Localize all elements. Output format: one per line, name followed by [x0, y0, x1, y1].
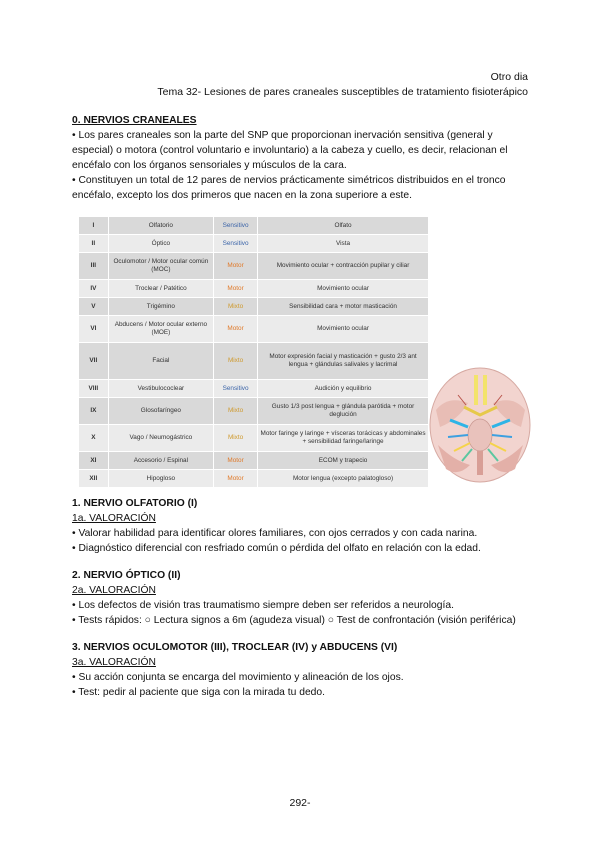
- table-row: [79, 280, 429, 298]
- nerve-name: Facial: [108, 343, 213, 380]
- table-row: [79, 316, 429, 343]
- section-3-item: • Su acción conjunta se encarga del movimiento y alineación de los ojos.: [72, 672, 404, 683]
- nerve-name: Accesorio / Espinal: [108, 452, 213, 470]
- section-0-title: 0. NERVIOS CRANEALES: [72, 115, 197, 126]
- table-row: [79, 398, 429, 425]
- nerve-function: Motor expresión facial y masticación + gusto 2/3 ant lengua + glándulas salivales y lacrimal: [258, 343, 429, 380]
- section-0-paragraph: • Constituyen un total de 12 pares de nervios prácticamente simétricos distribuidos en el tronco encéfalo, excepto los dos primeros que nacen en la zona superiore a este.: [72, 175, 506, 201]
- nerve-number: IV: [79, 280, 109, 298]
- header-topic-title: Tema 32- Lesiones de pares craneales susceptibles de tratamiento fisioterápico: [157, 86, 528, 98]
- cranial-nerves-table: [78, 216, 429, 488]
- nerve-function: Olfato: [258, 217, 429, 235]
- section-2-subtitle: 2a. VALORACIÓN: [72, 585, 156, 596]
- section-1-title: 1. NERVIO OLFATORIO (I): [72, 498, 198, 509]
- nerve-number: VIII: [79, 380, 109, 398]
- nerve-type: Sensitivo: [214, 235, 258, 253]
- nerve-name: Vestibulococlear: [108, 380, 213, 398]
- nerve-type: Sensitivo: [214, 380, 258, 398]
- nerve-function: Gusto 1/3 post lengua + glándula parótida + motor deglución: [258, 398, 429, 425]
- section-1-subtitle: 1a. VALORACIÓN: [72, 513, 156, 524]
- table-row: [79, 470, 429, 488]
- document-body: [72, 113, 532, 700]
- nerve-name: Trigémino: [108, 298, 213, 316]
- nerve-type: Motor: [214, 452, 258, 470]
- nerve-name: Troclear / Patético: [108, 280, 213, 298]
- nerve-function: Vista: [258, 235, 429, 253]
- section-3-title: 3. NERVIOS OCULOMOTOR (III), TROCLEAR (IV) y ABDUCENS (VI): [72, 642, 398, 653]
- nerve-function: Movimiento ocular: [258, 280, 429, 298]
- section-2-item: • Los defectos de visión tras traumatismo siempre deben ser referidos a neurología.: [72, 600, 454, 611]
- nerve-function: Audición y equilibrio: [258, 380, 429, 398]
- nerve-function: Movimiento ocular: [258, 316, 429, 343]
- nerve-name: Hipogloso: [108, 470, 213, 488]
- nerve-name: Vago / Neumogástrico: [108, 425, 213, 452]
- nerve-name: Óptico: [108, 235, 213, 253]
- table-row: [79, 217, 429, 235]
- section-2-title: 2. NERVIO ÓPTICO (II): [72, 570, 181, 581]
- nerve-type: Mixto: [214, 398, 258, 425]
- nerve-name: Olfatorio: [108, 217, 213, 235]
- table-row: [79, 452, 429, 470]
- nerve-number: I: [79, 217, 109, 235]
- nerve-type: Motor: [214, 316, 258, 343]
- brain-base-illustration: [428, 365, 533, 484]
- table-row: [79, 343, 429, 380]
- nerve-number: XII: [79, 470, 109, 488]
- nerve-number: II: [79, 235, 109, 253]
- page-number: 292-: [289, 797, 311, 809]
- nerve-number: IX: [79, 398, 109, 425]
- nerve-function: Motor lengua (excepto palatogloso): [258, 470, 429, 488]
- nerve-type: Motor: [214, 470, 258, 488]
- table-row: [79, 298, 429, 316]
- nerve-number: V: [79, 298, 109, 316]
- section-1-item: • Diagnóstico diferencial con resfriado común o pérdida del olfato en relación con la edad.: [72, 543, 481, 554]
- nerve-number: III: [79, 253, 109, 280]
- nerve-number: VI: [79, 316, 109, 343]
- section-2-item: • Tests rápidos: ○ Lectura signos a 6m (agudeza visual) ○ Test de confrontación (visión periférica): [72, 615, 516, 626]
- cranial-nerves-figure: [72, 216, 532, 484]
- nerve-name: Oculomotor / Motor ocular común (MOC): [108, 253, 213, 280]
- nerve-type: Mixto: [214, 298, 258, 316]
- nerve-function: Motor faringe y laringe + vísceras torácicas y abdominales + sensibilidad faringe/laringe: [258, 425, 429, 452]
- nerve-function: ECOM y trapecio: [258, 452, 429, 470]
- nerve-type: Mixto: [214, 343, 258, 380]
- section-1-item: • Valorar habilidad para identificar olores familiares, con ojos cerrados y con cada narina.: [72, 528, 478, 539]
- nerve-number: XI: [79, 452, 109, 470]
- section-0-paragraph: • Los pares craneales son la parte del SNP que proporcionan inervación sensitiva (general y especial) o motora (control voluntario e involuntario) a la cabeza y cuello, es decir, relacionan el encéfalo con los órganos sensoriales y músculos de la cara.: [72, 130, 508, 171]
- nerve-name: Glosofaríngeo: [108, 398, 213, 425]
- header-note: Otro dia: [490, 71, 528, 83]
- nerve-number: VII: [79, 343, 109, 380]
- nerve-function: Movimiento ocular + contracción pupilar y ciliar: [258, 253, 429, 280]
- section-3-item: • Test: pedir al paciente que siga con la mirada tu dedo.: [72, 687, 325, 698]
- nerve-type: Sensitivo: [214, 217, 258, 235]
- nerve-number: X: [79, 425, 109, 452]
- nerve-function: Sensibilidad cara + motor masticación: [258, 298, 429, 316]
- table-row: [79, 425, 429, 452]
- nerve-type: Motor: [214, 280, 258, 298]
- section-3-subtitle: 3a. VALORACIÓN: [72, 657, 156, 668]
- table-row: [79, 253, 429, 280]
- table-row: [79, 235, 429, 253]
- nerve-type: Mixto: [214, 425, 258, 452]
- table-row: [79, 380, 429, 398]
- nerve-name: Abducens / Motor ocular externo (MOE): [108, 316, 213, 343]
- nerve-type: Motor: [214, 253, 258, 280]
